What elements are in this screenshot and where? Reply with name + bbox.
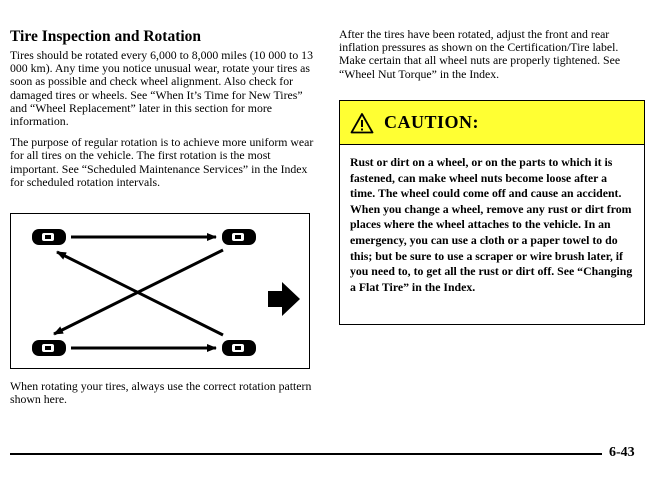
tire-icon (32, 229, 66, 245)
rotation-purpose-paragraph: The purpose of regular rotation is to achieve more uniform wear for all tires on the vehicle. The first rotation is the most important. See “Scheduled Maintenance Services” in the Index for scheduled rotation intervals. (10, 135, 314, 189)
caution-body (340, 145, 644, 295)
rotation-pattern-diagram (10, 213, 310, 369)
tire-icon (222, 340, 256, 356)
warning-triangle-icon (350, 112, 374, 134)
diagram-caption-block (10, 380, 322, 414)
right-column (339, 28, 645, 89)
rotation-arrow (57, 252, 223, 335)
caution-header (340, 101, 644, 145)
footer-rule (10, 453, 602, 455)
tire-icon (222, 229, 256, 245)
diagram-caption: When rotating your tires, always use the correct rotation pattern shown here. (10, 379, 312, 407)
left-column (10, 28, 322, 197)
rotation-pattern-graphic (11, 214, 309, 368)
section-title: Tire Inspection and Rotation (10, 28, 202, 45)
inflation-paragraph: After the tires have been rotated, adjust the front and rear inflation pressures as shown on the Certification/Tire label. Make certain that all wheel nuts are properly tightened. See “Wheel Nut Torque” in the Index. (339, 27, 621, 81)
caution-text: Rust or dirt on a wheel, or on the parts to which it is fastened, can make wheel nuts become loose after a time. The wheel could come off and cause an accident. When you change a wheel, remove any rust or dirt from places where the wheel attaches to the vehicle. In an emergency, you can use a cloth or a paper towel to do this; but be sure to use a scraper or wire brush later, if you need to, to get all the rust or dirt off. See “Changing a Flat Tire” in the Index. (350, 155, 633, 294)
tire-icon (32, 340, 66, 356)
caution-title: CAUTION: (384, 112, 480, 132)
caution-box (339, 100, 645, 325)
page-number: 6-43 (609, 445, 635, 460)
rotation-interval-paragraph: Tires should be rotated every 6,000 to 8,000 miles (10 000 to 13 000 km). Any time you notice unusual wear, rotate your tires as soon as possible and check wheel alignment. Also check for damaged tires or wheels. See “When It’s Time for New Tires” and “Wheel Replacement” later in this section for more information. (10, 48, 313, 129)
forward-arrow-icon (266, 280, 302, 318)
